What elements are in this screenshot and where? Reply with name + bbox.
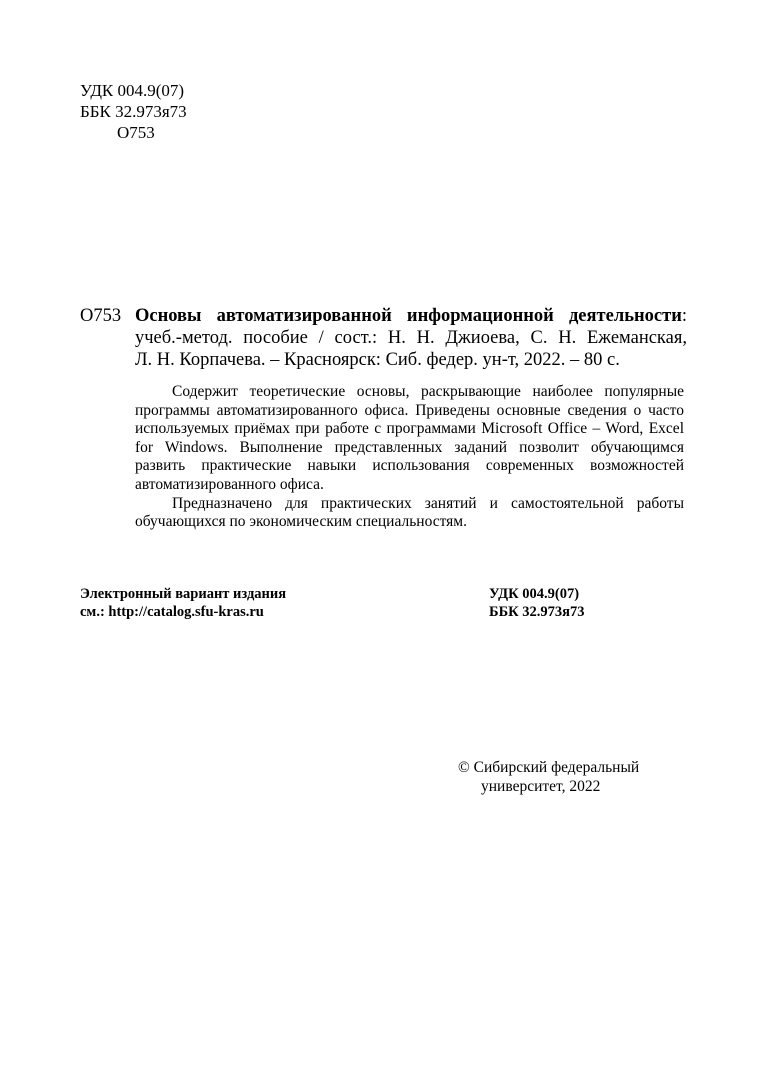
bibliographic-entry [80, 305, 687, 371]
udk-code: УДК 004.9(07) [80, 81, 185, 100]
bottom-bbk-code: ББК 32.973я73 [489, 604, 585, 620]
copyright-line: © Сибирский федеральный [458, 759, 640, 776]
entry-body [135, 305, 687, 371]
annotation-paragraph: Содержит теоретические основы, раскрывающие наиболее популярные программы автоматизированного офиса. Приведены основные сведения о часто используемых приёмах при работе с программами Microsoft Office – Word, Excel for Windows. Выполнение представленных заданий позволит обучающимся развить практические навыки использования современных возможностей автоматизированного офиса. [135, 383, 684, 493]
bottom-classification-codes [489, 585, 585, 621]
electronic-edition-note [80, 585, 286, 621]
catalog-link: см.: http://catalog.sfu-kras.ru [80, 604, 264, 620]
electronic-edition-line: Электронный вариант издания [80, 586, 287, 602]
book-title: Основы автоматизированной информационной деятельности [135, 306, 682, 326]
annotation [135, 383, 684, 532]
entry-details-line1: : учеб.-метод. пособие / сост.: Н. Н. Джиоева, С. Н. Ежеманская, [135, 306, 687, 348]
header-classification-codes [80, 80, 187, 143]
author-mark: О753 [117, 123, 155, 142]
annotation-paragraph: Предназначено для практических занятий и самостоятельной работы обучающихся по экономическим специальностям. [135, 494, 684, 531]
entry-details-line2: Л. Н. Корпачева. – Красноярск: Сиб. федер. ун-т, 2022. – 80 с. [135, 350, 620, 370]
bbk-code: ББК 32.973я73 [80, 102, 187, 121]
copyright-notice [458, 759, 639, 796]
bottom-udk-code: УДК 004.9(07) [489, 586, 580, 602]
entry-author-mark: О753 [80, 306, 122, 326]
copyright-line: университет, 2022 [481, 777, 601, 795]
